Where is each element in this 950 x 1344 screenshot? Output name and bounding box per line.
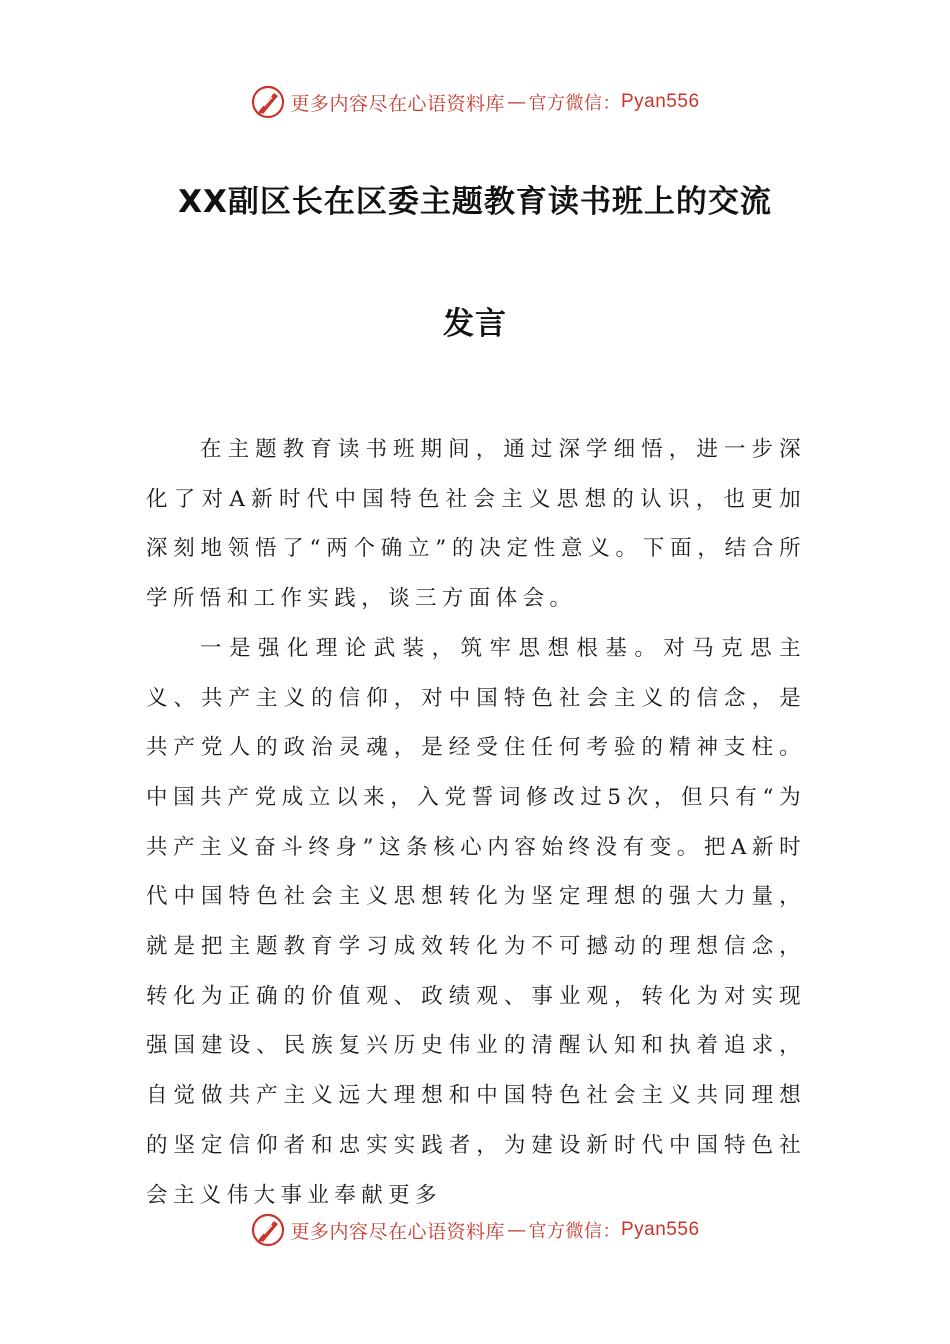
document-title-line-2: 发言 <box>443 306 507 342</box>
document-body <box>146 425 806 1220</box>
pen-logo-icon <box>250 1212 286 1248</box>
watermark-dash: — <box>507 1219 527 1241</box>
footer-watermark <box>0 1210 950 1250</box>
document-title-line-1: XX副区长在区委主题教育读书班上的交流 <box>178 184 772 220</box>
watermark-site-name: 更多内容尽在心语资料库 <box>290 92 505 115</box>
watermark-dash: — <box>507 91 527 113</box>
watermark-label: 官方微信： <box>528 1221 621 1242</box>
paragraph-point-one: 一是强化理论武装，筑牢思想根基。对马克思主义、共产主义的信仰，对中国特色社会主义的信念，是共产党人的政治灵魂，是经受住任何考验的精神支柱。中国共产党成立以来，入党誓词修改过5次，但只有“为共产主义奋斗终身”这条核心内容始终没有变。把A新时代中国特色社会主义思想转化为坚定理想的强大力量，就是把主题教育学习成效转化为不可撼动的理想信念，转化为正确的价值观、政绩观、事业观，转化为对实现强国建设、民族复兴历史伟业的清醒认知和执着追求，自觉做共产主义远大理想和中国特色社会主义共同理想的坚定信仰者和忠实实践者，为建设新时代中国特色社会主义伟大事业奉献更多 <box>146 635 806 1208</box>
watermark-wechat-id: Pyan556 <box>621 91 700 112</box>
paragraph-intro: 在主题教育读书班期间，通过深学细悟，进一步深化了对A新时代中国特色社会主义思想的认识，也更加深刻地领悟了“两个确立”的决定性意义。下面，结合所学所悟和工作实践，谈三方面体会。 <box>146 437 806 612</box>
watermark-label: 官方微信： <box>528 93 621 114</box>
watermark-site-name: 更多内容尽在心语资料库 <box>290 1220 505 1243</box>
header-watermark <box>0 82 950 122</box>
pen-logo-icon <box>250 84 286 120</box>
watermark-wechat-id: Pyan556 <box>621 1219 700 1240</box>
